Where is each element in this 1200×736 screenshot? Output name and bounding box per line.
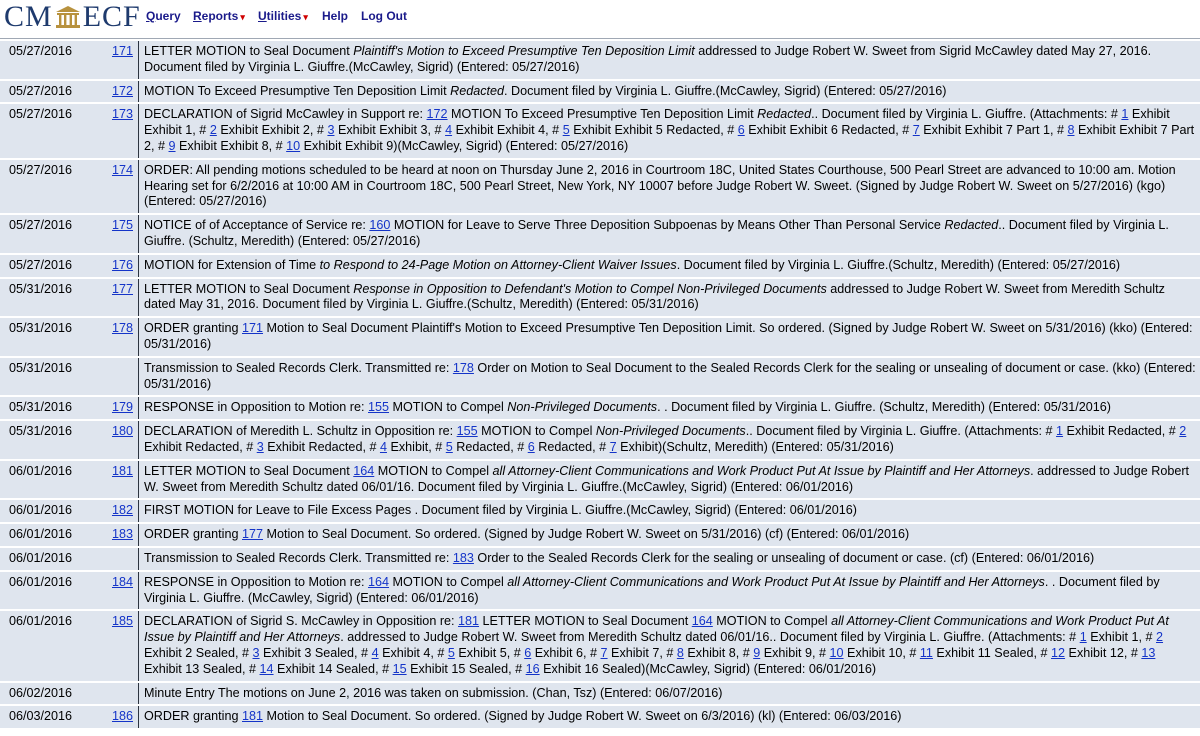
document-link[interactable]: 7 [600, 645, 608, 660]
docket-text-segment: Exhibit 2 Sealed, # [144, 645, 253, 660]
top-navigation-bar [0, 0, 1200, 36]
entry-number-cell [101, 160, 139, 213]
docket-text-segment: ORDER granting [144, 321, 242, 336]
menu-query[interactable] [146, 9, 181, 23]
entry-docket-text [139, 683, 1200, 705]
document-link[interactable]: 4 [379, 439, 387, 454]
menu-log-out[interactable] [361, 9, 407, 23]
document-link[interactable]: 6 [527, 439, 535, 454]
entry-date: 05/27/2016 [0, 104, 101, 157]
docket-text-segment: Exhibit 15 Sealed, # [406, 661, 526, 676]
docket-text-segment: MOTION to Compel [374, 463, 493, 478]
docket-text-segment: Motion to Seal Document Plaintiff's Motion to Exceed Presumptive Ten Deposition Limit. So ordered. (Signed by Judge Robert W. Sweet on 5/31/2016) (kko) (Entered: 05/31/2016) [144, 321, 1193, 351]
menu-label: Help [322, 9, 349, 23]
entry-docket-text [139, 611, 1200, 680]
docket-text-segment: DECLARATION of Sigrid S. McCawley in Opposition re: [144, 614, 459, 629]
entry-number-link[interactable]: 182 [111, 503, 133, 518]
docket-text-segment: Exhibit 14 Sealed, # [273, 661, 393, 676]
document-link[interactable]: 160 [369, 218, 391, 233]
entry-date: 06/01/2016 [0, 500, 101, 522]
entry-docket-text [139, 255, 1200, 277]
document-link[interactable]: 3 [327, 123, 335, 138]
docket-text-segment: FIRST MOTION for Leave to File Excess Pages . Document filed by Virginia L. Giuffre.(McCawley, Sigrid) (Entered: 06/01/2016) [144, 503, 858, 518]
entry-number-link[interactable]: 179 [111, 400, 133, 415]
entry-date: 05/27/2016 [0, 255, 101, 277]
italic-description: Plaintiff's Motion to Exceed Presumptive Ten Deposition Limit [353, 44, 695, 58]
document-link[interactable]: 164 [353, 463, 375, 478]
docket-text-segment: .. Document filed by Virginia L. Giuffre. (Schultz, Meredith) (Entered: 05/27/2016) [144, 218, 1169, 248]
docket-text-segment: DECLARATION of Sigrid McCawley in Support re: [144, 107, 427, 122]
docket-text-segment: addressed to Judge Robert W. Sweet from Sigrid McCawley dated May 27, 2016. Document filed by Virginia L. Giuffre.(McCawley, Sigrid) (Entered: 05/27/2016) [144, 44, 1152, 74]
menu-accesskey-letter: R [193, 9, 202, 23]
entry-date: 05/31/2016 [0, 279, 101, 317]
docket-entry-row [0, 279, 1200, 317]
italic-description: Redacted [757, 107, 812, 122]
entry-date: 06/01/2016 [0, 611, 101, 680]
docket-text-segment: Exhibit 13 Sealed, # [144, 661, 260, 676]
italic-description: all Attorney-Client Communications and Work Product Put At Issue by Plaintiff and Her Attorneys [492, 463, 1031, 478]
italic-description: Response in Opposition to Defendant's Motion to Compel Non-Privileged Documents [353, 281, 827, 296]
docket-text-segment: Exhibit Exhibit 7 Part 2, # [144, 123, 1195, 153]
menu-label: uery [155, 9, 181, 23]
entry-docket-text [139, 421, 1200, 459]
docket-text-segment: Exhibit Redacted, # [144, 439, 257, 454]
entry-number-cell [101, 279, 139, 317]
entry-number-cell [101, 41, 139, 79]
docket-text-segment: Exhibit 16 Sealed)(McCawley, Sigrid) (Entered: 06/01/2016) [539, 661, 877, 676]
docket-text-segment: Exhibit, # [386, 439, 446, 454]
entry-date: 05/27/2016 [0, 81, 101, 103]
docket-text-segment: .. Document filed by Virginia L. Giuffre. (Attachments: # [745, 424, 1057, 439]
docket-text-segment: MOTION for Extension of Time [144, 257, 320, 272]
entry-docket-text [139, 358, 1200, 396]
entry-number-cell [101, 611, 139, 680]
entry-number-link[interactable]: 172 [111, 83, 133, 98]
document-link[interactable]: 181 [242, 709, 264, 724]
docket-text-segment: Transmission to Sealed Records Clerk. Transmitted re: [144, 550, 453, 565]
entry-number-cell [101, 215, 139, 253]
docket-text-segment: RESPONSE in Opposition to Motion re: [144, 400, 368, 415]
menu-label: Log Out [361, 9, 407, 23]
document-link[interactable]: 6 [737, 123, 745, 138]
docket-entry-row [0, 500, 1200, 522]
menu-utilities[interactable] [258, 9, 308, 23]
entry-number-link[interactable]: 185 [111, 614, 133, 629]
docket-entry-row [0, 683, 1200, 705]
entry-number-link[interactable]: 178 [111, 321, 133, 336]
docket-report [0, 38, 1200, 736]
entry-number-cell [101, 421, 139, 459]
docket-text-segment: Exhibit Exhibit 7 Part 1, # [919, 123, 1068, 138]
docket-text-segment: DECLARATION of Meredith L. Schultz in Opposition re: [144, 424, 457, 439]
entry-docket-text [139, 500, 1200, 522]
docket-entry-row [0, 421, 1200, 459]
document-link[interactable]: 9 [168, 138, 176, 153]
document-link[interactable]: 5 [447, 645, 455, 660]
docket-entry-row [0, 104, 1200, 157]
entry-date: 06/01/2016 [0, 572, 101, 610]
docket-text-segment: Exhibit Exhibit 3, # [334, 123, 446, 138]
docket-text-segment: Exhibit Exhibit 8, # [175, 138, 287, 153]
document-link[interactable]: 1 [1121, 107, 1129, 122]
docket-text-segment: MOTION to Compel [389, 400, 508, 415]
document-link[interactable]: 2 [1179, 424, 1187, 439]
entry-docket-text [139, 461, 1200, 499]
docket-text-segment: ORDER granting [144, 527, 242, 542]
entry-number-cell [101, 318, 139, 356]
entry-number-link[interactable]: 183 [111, 527, 133, 542]
italic-description: to Respond to 24-Page Motion on Attorney-Client Waiver Issues [319, 257, 677, 272]
entry-date: 05/31/2016 [0, 421, 101, 459]
docket-text-segment: RESPONSE in Opposition to Motion re: [144, 574, 368, 589]
docket-text-segment: Exhibit Exhibit 4, # [452, 123, 563, 138]
entry-date: 05/27/2016 [0, 41, 101, 79]
italic-description: Redacted [944, 218, 999, 233]
menu-label: tilities [266, 9, 302, 23]
entry-number-link[interactable]: 180 [111, 424, 133, 439]
document-link[interactable]: 7 [912, 123, 920, 138]
document-link[interactable]: 10 [829, 645, 844, 660]
docket-text-segment: MOTION To Exceed Presumptive Ten Deposition Limit [447, 107, 758, 122]
document-link[interactable]: 1 [1056, 424, 1064, 439]
docket-entry-row [0, 160, 1200, 213]
document-link[interactable]: 5 [445, 439, 453, 454]
dropdown-caret-icon: ▾ [240, 12, 245, 22]
entry-number-cell [101, 706, 139, 728]
document-link[interactable]: 14 [259, 661, 274, 676]
document-link[interactable]: 2 [209, 123, 217, 138]
entry-number-cell [101, 81, 139, 103]
italic-description: Non-Privileged Documents [507, 400, 658, 415]
document-link[interactable]: 171 [242, 321, 264, 336]
entry-docket-text [139, 318, 1200, 356]
cmecf-logo[interactable] [4, 2, 141, 32]
docket-text-segment: Exhibit Exhibit 9)(McCawley, Sigrid) (Entered: 05/27/2016) [300, 138, 629, 153]
docket-text-segment: .. Document filed by Virginia L. Giuffre. (Attachments: # [811, 107, 1122, 122]
menu-accesskey-letter: U [258, 9, 267, 23]
menu-accesskey-letter: Q [146, 9, 156, 23]
entry-date: 05/27/2016 [0, 160, 101, 213]
docket-text-segment: . Document filed by Virginia L. Giuffre.(Schultz, Meredith) (Entered: 05/27/2016) [676, 257, 1121, 272]
entry-number-link[interactable]: 184 [111, 574, 133, 589]
entry-number-cell [101, 255, 139, 277]
document-link[interactable]: 10 [286, 138, 301, 153]
document-link[interactable]: 9 [753, 645, 761, 660]
docket-entry-row [0, 215, 1200, 253]
docket-text-segment: Order on Motion to Seal Document to the Sealed Records Clerk for the sealing or unsealing of document or case. (kko) (Entered: 05/31/2016) [144, 360, 1196, 391]
entry-number-cell [101, 500, 139, 522]
document-link[interactable]: 178 [452, 360, 474, 375]
docket-entry-row [0, 81, 1200, 103]
entry-docket-text [139, 160, 1200, 213]
entry-number-link[interactable]: 177 [111, 281, 133, 296]
italic-description: Redacted [450, 83, 505, 98]
docket-text-segment: LETTER MOTION to Seal Document [479, 614, 692, 629]
entry-docket-text [139, 548, 1200, 570]
logo-text-right: ECF [82, 0, 141, 33]
entry-docket-text [139, 279, 1200, 317]
docket-text-segment: Exhibit Exhibit 1, # [144, 107, 1170, 138]
docket-entry-row [0, 397, 1200, 419]
docket-table [0, 39, 1200, 730]
entry-number-link[interactable]: 175 [111, 218, 133, 233]
docket-text-segment: Exhibit 6, # [531, 645, 601, 660]
docket-text-segment: Exhibit Redacted, # [263, 439, 380, 454]
docket-entry-row [0, 706, 1200, 728]
entry-date: 06/01/2016 [0, 461, 101, 499]
entry-number-cell [101, 572, 139, 610]
docket-text-segment: Exhibit Exhibit 2, # [216, 123, 328, 138]
docket-text-segment: Exhibit 5, # [454, 645, 525, 660]
entry-docket-text [139, 104, 1200, 157]
docket-text-segment: Exhibit 1, # [1086, 630, 1157, 645]
docket-text-segment: Transmission to Sealed Records Clerk. Transmitted re: [144, 360, 453, 375]
docket-text-segment: . Document filed by Virginia L. Giuffre.(McCawley, Sigrid) (Entered: 05/27/2016) [504, 83, 947, 98]
entry-number-cell [101, 461, 139, 499]
docket-text-segment: NOTICE of of Acceptance of Service re: [144, 218, 370, 233]
docket-text-segment: Exhibit)(Schultz, Meredith) (Entered: 05/31/2016) [616, 439, 894, 454]
document-link[interactable]: 8 [676, 645, 684, 660]
document-link[interactable]: 2 [1156, 630, 1164, 645]
docket-entry-row [0, 461, 1200, 499]
docket-text-segment: LETTER MOTION to Seal Document [144, 44, 354, 58]
entry-docket-text [139, 524, 1200, 546]
document-link[interactable]: 181 [458, 614, 480, 629]
italic-description: all Attorney-Client Communications and Work Product Put At Issue by Plaintiff and Her Attorneys [144, 614, 1169, 645]
docket-text-segment: ORDER: All pending motions scheduled to be heard at noon on Thursday June 2, 2016 in Courtroom 18C, United States Courthouse, 500 Pearl Street are advanced to 10:00 am. Motion Hearing set for 6/2/2016 at 10:00 AM in Courtroom 18C, 500 Pearl Street, New York, NY 10007 before Judge Robert W. Sweet. (Signed by Judge Robert W. Sweet on 5/27/2016) (kgo) (Entered: 05/27/2016) [144, 162, 1176, 209]
docket-text-segment: Motion to Seal Document. So ordered. (Signed by Judge Robert W. Sweet on 5/31/2016) (cf) (Entered: 06/01/2016) [263, 527, 910, 542]
logo-text-left: CM [4, 0, 53, 33]
document-link[interactable]: 16 [525, 661, 540, 676]
entry-number-link[interactable]: 181 [111, 463, 133, 478]
docket-entry-row [0, 548, 1200, 570]
entry-docket-text [139, 572, 1200, 610]
docket-text-segment: Redacted, # [452, 439, 528, 454]
entry-number-link[interactable]: 176 [111, 257, 133, 272]
entry-date: 06/01/2016 [0, 524, 101, 546]
document-link[interactable]: 172 [426, 107, 448, 122]
document-link[interactable]: 1 [1079, 630, 1087, 645]
docket-entry-row [0, 611, 1200, 680]
docket-entry-row [0, 358, 1200, 396]
docket-text-segment: Exhibit 4, # [378, 645, 448, 660]
docket-text-segment: Exhibit 7, # [607, 645, 677, 660]
entry-number-cell [101, 104, 139, 157]
dropdown-caret-icon: ▾ [303, 12, 308, 22]
entry-docket-text [139, 41, 1200, 79]
docket-text-segment: Order to the Sealed Records Clerk for the sealing or unsealing of document or case. (cf) (Entered: 06/01/2016) [473, 550, 1095, 565]
docket-text-segment: ORDER granting [144, 709, 242, 724]
document-link[interactable]: 3 [252, 645, 260, 660]
docket-text-segment: MOTION for Leave to Serve Three Deposition Subpoenas by Means Other Than Personal Service [390, 218, 945, 233]
docket-text-segment: Exhibit 10, # [843, 645, 920, 660]
document-link[interactable]: 155 [368, 400, 390, 415]
docket-text-segment: Exhibit Redacted, # [1063, 424, 1180, 439]
document-link[interactable]: 183 [452, 550, 474, 565]
docket-text-segment: Exhibit 3 Sealed, # [259, 645, 372, 660]
document-link[interactable]: 6 [524, 645, 532, 660]
docket-text-segment: addressed to Judge Robert W. Sweet from Meredith Schultz dated May 31, 2016. Document filed by Virginia L. Giuffre.(Schultz, Meredith) (Entered: 05/31/2016) [144, 281, 1165, 312]
entry-number-cell [101, 524, 139, 546]
entry-docket-text [139, 397, 1200, 419]
docket-text-segment: . addressed to Judge Robert W. Sweet from Meredith Schultz dated 06/01/16. Document filed by Virginia L. Giuffre.(McCawley, Sigrid) (Entered: 06/01/2016) [144, 463, 1190, 494]
document-link[interactable]: 155 [456, 424, 478, 439]
document-link[interactable]: 4 [371, 645, 379, 660]
docket-text-segment: Redacted, # [534, 439, 610, 454]
entry-date: 06/02/2016 [0, 683, 101, 705]
docket-text-segment: Exhibit 9, # [760, 645, 830, 660]
entry-number-cell [101, 358, 139, 396]
docket-text-segment: Exhibit 8, # [683, 645, 754, 660]
docket-text-segment: . addressed to Judge Robert W. Sweet from Meredith Schultz dated 06/01/16.. Document filed by Virginia L. Giuffre. (Attachments: # [340, 630, 1080, 645]
courthouse-icon [55, 5, 81, 29]
document-link[interactable]: 13 [1141, 645, 1156, 660]
document-link[interactable]: 164 [368, 574, 390, 589]
document-link[interactable]: 12 [1051, 645, 1066, 660]
document-link[interactable]: 3 [256, 439, 264, 454]
document-link[interactable]: 15 [392, 661, 407, 676]
entry-date: 06/01/2016 [0, 548, 101, 570]
docket-text-segment: . . Document filed by Virginia L. Giuffre. (Schultz, Meredith) (Entered: 05/31/2016) [657, 400, 1111, 415]
document-link[interactable]: 5 [562, 123, 570, 138]
entry-number-link[interactable]: 173 [111, 107, 133, 122]
menu-reports[interactable] [193, 9, 245, 23]
entry-number-link[interactable]: 186 [111, 709, 133, 724]
document-link[interactable]: 8 [1067, 123, 1075, 138]
entry-date: 05/31/2016 [0, 358, 101, 396]
entry-number-cell [101, 683, 139, 705]
document-link[interactable]: 177 [242, 527, 264, 542]
docket-text-segment: Exhibit 12, # [1065, 645, 1142, 660]
entry-date: 06/03/2016 [0, 706, 101, 728]
docket-text-segment: . . Document filed by Virginia L. Giuffre. (McCawley, Sigrid) (Entered: 06/01/2016) [144, 574, 1160, 605]
document-link[interactable]: 11 [919, 645, 933, 660]
entry-date: 05/31/2016 [0, 318, 101, 356]
docket-text-segment: MOTION to Compel [477, 424, 596, 439]
document-link[interactable]: 4 [445, 123, 453, 138]
entry-docket-text [139, 706, 1200, 728]
menu-label: eports [201, 9, 239, 23]
italic-description: all Attorney-Client Communications and Work Product Put At Issue by Plaintiff and Her Attorneys [507, 574, 1045, 589]
document-link[interactable]: 7 [609, 439, 617, 454]
docket-text-segment: Minute Entry The motions on June 2, 2016 was taken on submission. (Chan, Tsz) (Entered: 06/07/2016) [144, 685, 723, 700]
menu-help[interactable] [322, 9, 348, 23]
entry-docket-text [139, 215, 1200, 253]
document-link[interactable]: 164 [691, 614, 713, 629]
docket-text-segment: MOTION To Exceed Presumptive Ten Deposition Limit [144, 83, 451, 98]
docket-text-segment: Exhibit Exhibit 5 Redacted, # [569, 123, 738, 138]
docket-entry-row [0, 41, 1200, 79]
entry-number-cell [101, 548, 139, 570]
docket-text-segment: Exhibit 11 Sealed, # [932, 645, 1052, 660]
entry-date: 05/31/2016 [0, 397, 101, 419]
italic-description: Non-Privileged Documents [595, 424, 746, 439]
docket-text-segment: Exhibit Exhibit 6 Redacted, # [744, 123, 913, 138]
docket-entry-row [0, 318, 1200, 356]
docket-text-segment: MOTION to Compel [712, 614, 832, 629]
docket-text-segment: Motion to Seal Document. So ordered. (Signed by Judge Robert W. Sweet on 6/3/2016) (kl) (Entered: 06/03/2016) [263, 709, 902, 724]
entry-number-cell [101, 397, 139, 419]
entry-number-link[interactable]: 174 [111, 162, 133, 177]
entry-docket-text [139, 81, 1200, 103]
entry-number-link[interactable]: 171 [111, 44, 133, 58]
docket-text-segment: LETTER MOTION to Seal Document [144, 463, 354, 478]
docket-text-segment: LETTER MOTION to Seal Document [144, 281, 354, 296]
docket-entry-row [0, 255, 1200, 277]
docket-text-segment: MOTION to Compel [389, 574, 508, 589]
docket-entry-row [0, 524, 1200, 546]
docket-entry-row [0, 572, 1200, 610]
entry-date: 05/27/2016 [0, 215, 101, 253]
